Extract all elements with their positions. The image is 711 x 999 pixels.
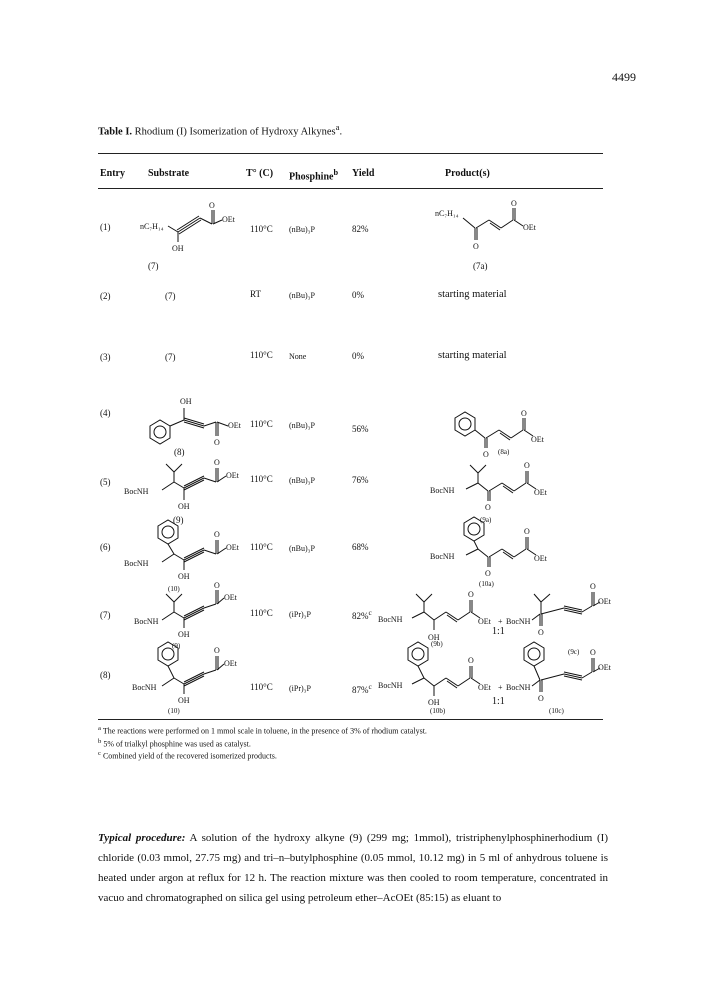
header-products: Product(s) [445,168,490,179]
row5-temp: 110°C [250,474,273,484]
bocnh-label: BocNH [134,617,159,626]
row8-yield-value: 87% [352,685,369,695]
footnote-c-text: Combined yield of the recovered isomerized products. [100,751,277,761]
benzene-ring [455,412,475,436]
row3-substrate-label: (7) [165,352,176,362]
page-number: 4499 [612,70,636,84]
carbonyl-o-label: O [214,530,220,539]
header-temp: T° (C) [246,168,274,179]
row2-entry: (2) [100,291,111,301]
footnote-b-text: 5% of trialkyl phosphine was used as catalyst. [101,739,251,749]
oet-label: OEt [478,683,491,692]
row1-substrate-structure [140,196,240,256]
bocnh-label: BocNH [124,487,149,496]
row8-products-structure [374,640,614,720]
plus-sign: + [498,617,503,626]
row6-phosphine: (nBu)₃P [289,544,315,553]
row7-yield [352,608,372,621]
oet-label: OEt [222,215,235,224]
row1-temp: 110°C [250,224,273,234]
bocnh-label: BocNH [430,486,455,495]
row8-substrate-label: (10) [168,707,180,715]
nc7h14-label-product: nC₇H₁₄ [435,209,459,218]
benzene-ring [150,420,170,444]
oet-label: OEt [228,421,241,430]
table-caption-text: Rhodium (I) Isomerization of Hydroxy Alkynes [132,126,336,138]
row4-phosphine: (nBu)₃P [289,421,315,430]
row8-entry: (8) [100,670,111,680]
row3-temp: 110°C [250,350,273,360]
benzene-ring [158,642,181,666]
row1-product-structure [435,198,535,258]
row2-temp: RT [250,289,261,299]
bocnh-label: BocNH [378,681,403,690]
carbonyl-o-label: O [214,646,220,655]
carbonyl-o-label: O [468,590,474,599]
oh-label: OH [180,397,192,406]
row7-ratio: 1:1 [492,626,505,637]
footnote-a [98,725,427,736]
nc7h14-label: nC₇H₁₄ [140,222,164,231]
carbonyl-o-label: O [524,527,530,536]
row5-phosphine: (nBu)₃P [289,476,315,485]
footnote-c [98,750,277,761]
row8-temp: 110°C [250,682,273,692]
oet-label: OEt [531,435,544,444]
row8-substrate-structure [124,640,244,720]
row1-product-label: (7a) [473,261,488,271]
row1-entry: (1) [100,222,111,232]
oh-label: OH [428,698,440,707]
table-top-rule [98,153,603,154]
row4-temp: 110°C [250,419,273,429]
table-caption-sup: a [335,122,340,132]
table-caption-label: Table I. [98,126,133,138]
table-bottom-rule [98,719,603,720]
row4-substrate-structure [140,392,250,452]
procedure-paragraph [98,828,608,908]
row8-phosphine: (iPr)₃P [289,684,311,693]
bocnh-label: BocNH [506,683,531,692]
row7-product-label-2: (9c) [568,648,580,656]
row6-yield: 68% [352,542,369,552]
carbonyl-o-label: O [214,438,220,447]
row8-product-label: (10b) [430,707,446,715]
row8-yield-sup: c [368,682,372,691]
row6-temp: 110°C [250,542,273,552]
row7-phosphine: (iPr)₃P [289,610,311,619]
footnote-b [98,738,251,749]
oh-label: OH [172,244,184,253]
carbonyl-o-label: O [511,199,517,208]
plus-sign: + [498,683,503,692]
bocnh-label: BocNH [430,552,455,561]
carbonyl-o-label: O [590,648,596,657]
row8-ratio: 1:1 [492,696,505,707]
footnote-b-mark: b [98,738,102,745]
ketone-o-label: O [538,694,544,703]
carbonyl-o-label: O [214,581,220,590]
row8-yield [352,682,372,695]
oet-label: OEt [226,543,239,552]
row4-entry: (4) [100,408,111,418]
row2-phosphine: (nBu)₃P [289,291,315,300]
header-phosphine-text: Phosphine [289,171,334,183]
benzene-ring [408,642,428,666]
oh-label: OH [178,572,190,581]
procedure-lead: Typical procedure: [98,832,186,844]
header-entry: Entry [100,168,125,179]
table-caption [98,122,342,138]
table-caption-end: . [339,126,343,138]
ketone-o-label: O [485,569,491,578]
ketone-o-label: O [473,242,479,251]
oet-label: OEt [224,659,237,668]
row4-substrate-label: (8) [174,447,185,457]
row6-product-label: (10a) [479,580,494,588]
oh-label: OH [428,633,440,642]
header-phosphine-sup: b [333,168,339,177]
row1-phosphine: (nBu)₃P [289,225,315,234]
row2-product: starting material [438,289,507,300]
row1-yield: 82% [352,224,369,234]
procedure-text: A solution of the hydroxy alkyne (9) (299 mg; 1mmol), tristriphenylphosphinerhodium (I) chloride (0.03 mmol, 27.75 mg) and tri–n–butylphosphine (0.05 mmol, 10.12 mg) in 5 ml of anhydrous toluene is heated under argon at reflux for 12 h. The reaction mixture was then cooled to room temperature, concentrated in vacuo and chromatographed on silica gel using petroleum ether–AcOEt (85:15) as eluant to [98,832,608,904]
oet-label: OEt [598,663,611,672]
oh-label: OH [178,696,190,705]
oet-label: OEt [478,617,491,626]
bocnh-label: BocNH [506,617,531,626]
benzene-ring [524,642,544,666]
row3-phosphine: None [289,352,307,361]
row7-temp: 110°C [250,608,273,618]
row3-entry: (3) [100,352,111,362]
row5-substrate-label: (9) [173,515,184,525]
benzene-ring [158,520,178,544]
row8-product-label-2: (10c) [549,707,564,715]
row4-product-label: (8a) [498,448,510,456]
row3-product: starting material [438,350,507,361]
carbonyl-o-label: O [521,409,527,418]
footnote-a-mark: a [98,725,101,732]
bocnh-label: BocNH [124,559,149,568]
ketone-o-label: O [485,503,491,512]
header-yield: Yield [352,168,375,179]
carbonyl-o-label: O [214,458,220,467]
row1-substrate-label: (7) [148,261,159,271]
oet-label: OEt [224,593,237,602]
bocnh-label: BocNH [378,615,403,624]
ketone-o-label: O [538,628,544,637]
oh-label: OH [178,630,190,639]
carbonyl-o-label: O [209,201,215,210]
oh-label: OH [178,502,190,511]
header-phosphine [289,168,338,182]
row7-substrate-label: (9) [172,642,181,650]
oet-label: OEt [534,554,547,563]
row5-yield: 76% [352,475,369,485]
row7-product-label: (9b) [431,640,443,648]
row6-entry: (6) [100,542,111,552]
row7-entry: (7) [100,610,111,620]
row3-yield: 0% [352,351,364,361]
oet-label: OEt [534,488,547,497]
oet-label: OEt [598,597,611,606]
header-substrate: Substrate [148,168,190,179]
carbonyl-o-label: O [590,582,596,591]
carbonyl-o-label: O [468,656,474,665]
oet-label: OEt [523,223,536,232]
ketone-o-label: O [483,450,489,459]
row2-yield: 0% [352,290,364,300]
row6-substrate-label: (10) [168,585,180,593]
carbonyl-o-label: O [524,461,530,470]
bocnh-label: BocNH [132,683,157,692]
row7-yield-sup: c [368,608,372,617]
row5-entry: (5) [100,477,111,487]
row5-product-label: (9a) [480,516,492,524]
benzene-ring [464,517,484,541]
footnote-c-mark: c [98,750,101,757]
row2-substrate-label: (7) [165,291,176,301]
footnote-a-text: The reactions were performed on 1 mmol scale in toluene, in the presence of 3% of rhodium catalyst. [100,726,427,736]
table-header-rule [98,188,603,189]
row4-yield: 56% [352,424,369,434]
row7-yield-value: 82% [352,611,369,621]
oet-label: OEt [226,471,239,480]
